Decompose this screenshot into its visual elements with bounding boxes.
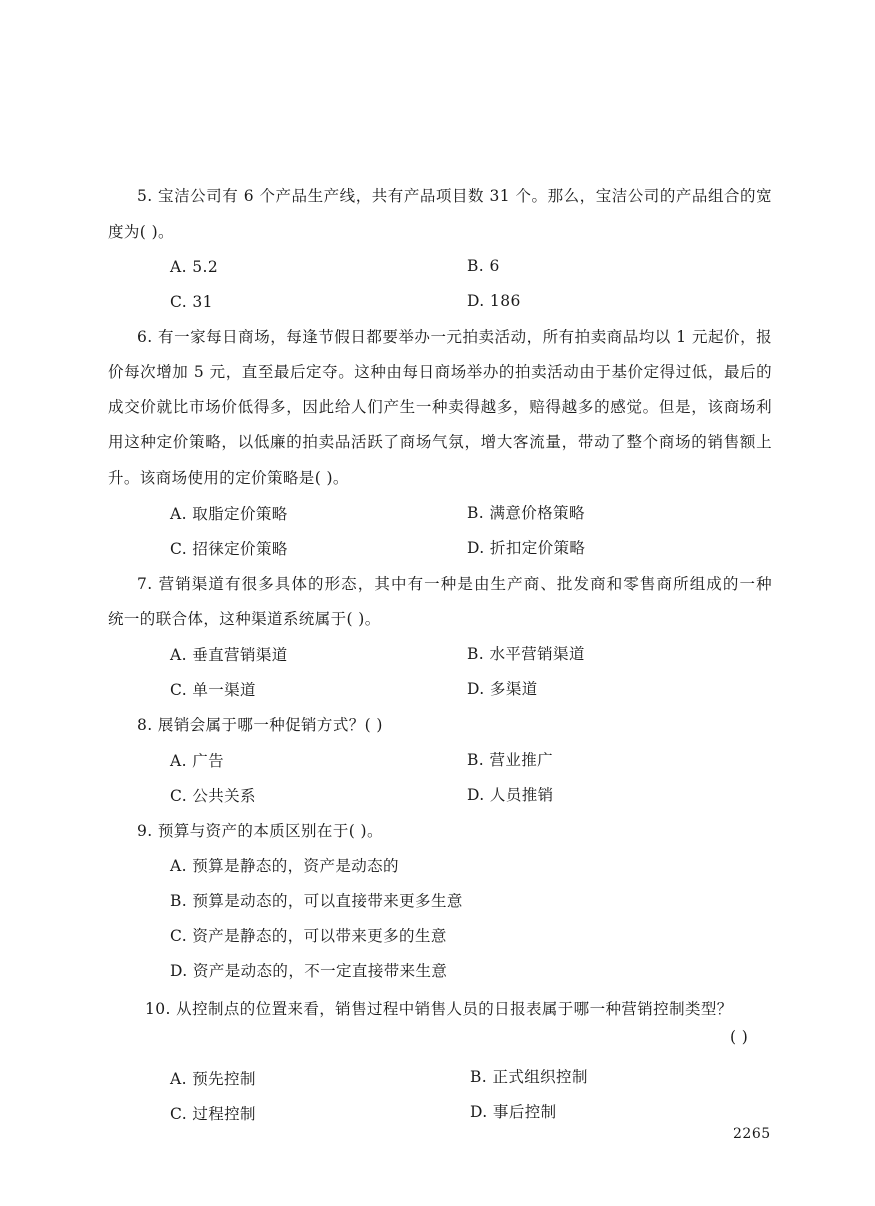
question-10-option-b: B. 正式组织控制 xyxy=(470,1068,588,1086)
question-9-stem-line-1: 9. 预算与资产的本质区别在于( )。 xyxy=(137,822,383,840)
question-8-option-a: A. 广告 xyxy=(170,752,225,770)
question-8-option-c: C. 公共关系 xyxy=(170,787,256,805)
question-6-option-b: B. 满意价格策略 xyxy=(467,504,585,522)
question-6-stem-line-3: 成交价就比市场价低得多，因此给人们产生一种卖得越多，赔得越多的感觉。但是，该商场利 xyxy=(108,398,772,416)
question-9-option-c: C. 资产是静态的，可以带来更多的生意 xyxy=(170,927,447,945)
question-8-option-d: D. 人员推销 xyxy=(467,786,554,804)
question-8-stem-line-1: 8. 展销会属于哪一种促销方式？( ) xyxy=(137,716,383,734)
question-5-option-a: A. 5.2 xyxy=(170,258,219,276)
question-6-option-c: C. 招徕定价策略 xyxy=(170,540,288,558)
question-5-stem-line-2: 度为( )。 xyxy=(108,223,174,241)
question-6-option-a: A. 取脂定价策略 xyxy=(170,505,288,523)
question-5-option-b: B. 6 xyxy=(467,257,500,275)
question-5-option-c: C. 31 xyxy=(170,293,213,311)
question-9-option-d: D. 资产是动态的，不一定直接带来生意 xyxy=(170,962,448,980)
question-6-stem-line-4: 用这种定价策略，以低廉的拍卖品活跃了商场气氛，增大客流量，带动了整个商场的销售额上 xyxy=(108,433,772,451)
question-7-option-c: C. 单一渠道 xyxy=(170,681,256,699)
question-10-stem-line-1: 10. 从控制点的位置来看，销售过程中销售人员的日报表属于哪一种营销控制类型？ xyxy=(145,1000,733,1018)
question-9-option-a: A. 预算是静态的，资产是动态的 xyxy=(170,857,399,875)
question-10-option-d: D. 事后控制 xyxy=(470,1103,557,1121)
question-6-stem-line-1: 6. 有一家每日商场，每逢节假日都要举办一元拍卖活动，所有拍卖商品均以 1 元起价，报 xyxy=(137,328,772,346)
question-10-option-c: C. 过程控制 xyxy=(170,1105,256,1123)
question-5-stem-line-1: 5. 宝洁公司有 6 个产品生产线，共有产品项目数 31 个。那么，宝洁公司的产品组合的宽 xyxy=(137,187,772,205)
question-7-stem-line-1: 7. 营销渠道有很多具体的形态，其中有一种是由生产商、批发商和零售商所组成的一种 xyxy=(137,575,772,593)
question-6-stem-line-2: 价每次增加 5 元，直至最后定夺。这种由每日商场举办的拍卖活动由于基价定得过低，最后的 xyxy=(108,363,772,381)
question-7-stem-line-2: 统一的联合体，这种渠道系统属于( )。 xyxy=(108,610,381,628)
question-10-option-a: A. 预先控制 xyxy=(170,1070,256,1088)
question-7-option-d: D. 多渠道 xyxy=(467,680,538,698)
question-6-option-d: D. 折扣定价策略 xyxy=(467,539,586,557)
question-6-stem-line-5: 升。该商场使用的定价策略是( )。 xyxy=(108,469,349,487)
question-8-option-b: B. 营业推广 xyxy=(467,751,554,769)
question-9-option-b: B. 预算是动态的，可以直接带来更多生意 xyxy=(170,892,463,910)
question-5-option-d: D. 186 xyxy=(467,292,521,310)
question-7-option-b: B. 水平营销渠道 xyxy=(467,645,585,663)
page-number: 2265 xyxy=(733,1126,771,1142)
question-10-answer-blank: ( ) xyxy=(730,1028,749,1046)
question-7-option-a: A. 垂直营销渠道 xyxy=(170,646,288,664)
